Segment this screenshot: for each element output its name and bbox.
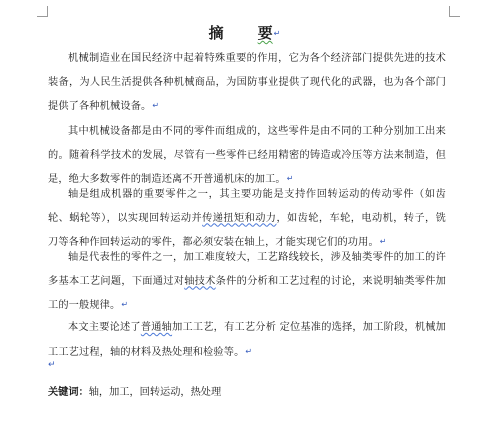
paragraph-mark-icon: ↵ [273,29,281,38]
paragraph-text: 其中机械设备都是由不同的零件而组成的，这些零件是由不同的工种分别加工出来的。随着科学技术的发展，尽管有一些零件已经用精密的铸造或冷压等方法来制造，但是，绝大多数零件的制造还离不开普通机床的加工。 [48,126,446,185]
keywords-value: 轴，加工，回转运动，热处理 [88,387,222,398]
abstract-paragraph-3[interactable] [48,183,446,254]
paragraph-mark-icon: ↵ [286,174,294,183]
keywords-label: 关键词： [48,387,89,398]
abstract-paragraph-4[interactable] [48,246,446,317]
abstract-title[interactable] [0,22,489,43]
spellcheck-underlined-text[interactable]: 轴技术 [184,275,216,287]
paragraph-text: 轴是代表性的零件之一，加工难度较大，工艺路线较长，涉及轴类零件的加工的许多基本工艺问题，下面通过对 [48,252,446,287]
paragraph-mark-icon: ↵ [245,346,253,356]
paragraph-text: 本文主要论述了 [68,322,141,333]
spellcheck-underlined-text[interactable]: 普通轴 [140,322,173,333]
paragraph-text: 机械制造业在国民经济中起着特殊重要的作用，它为各个经济部门提供先进的技术装备，为人民生活提供各种机械商品，为国防事业提供了现代化的武器，也为各个部门提供了各种机械设备。 [48,53,446,112]
paragraph-text: ，如齿轮，车轮，电动机，转子，铣刀等各种作回转运动的零件，都必须安装在轴上，才能实现它们的功用。 [48,212,446,248]
paragraph-text: 加工工艺，有工艺分析 定位基准的选择，加工阶段，机械加工工艺过程，轴的材料及热处理和检验等。 [48,322,446,358]
abstract-paragraph-1[interactable] [48,47,446,118]
paragraph-text: 轴是组成机器的重要零件之一，其主要功能是支持作回转运动的传动零件（如齿轮、蜗轮等），以实现回转运动并 [48,189,446,224]
abstract-paragraph-2[interactable] [48,120,446,191]
empty-paragraph[interactable] [48,360,56,370]
title-char-1: 摘 [208,24,224,42]
margin-crop-mark-left [37,6,48,17]
paragraph-text: 条件的分析和工艺过程的讨论，来说明轴类零件加工的一般规律。 [48,275,446,311]
title-char-2: 要 [257,24,273,42]
paragraph-mark-icon: ↵ [152,101,160,110]
margin-crop-mark-right [449,6,460,17]
paragraph-mark-icon: ↵ [379,237,387,246]
paragraph-mark-icon: ↵ [48,360,56,370]
abstract-paragraph-5[interactable] [48,316,446,364]
paragraph-mark-icon: ↵ [121,300,129,309]
keywords-line[interactable] [48,381,446,405]
spellcheck-underlined-text[interactable]: 传递扭矩和动力 [202,212,277,224]
